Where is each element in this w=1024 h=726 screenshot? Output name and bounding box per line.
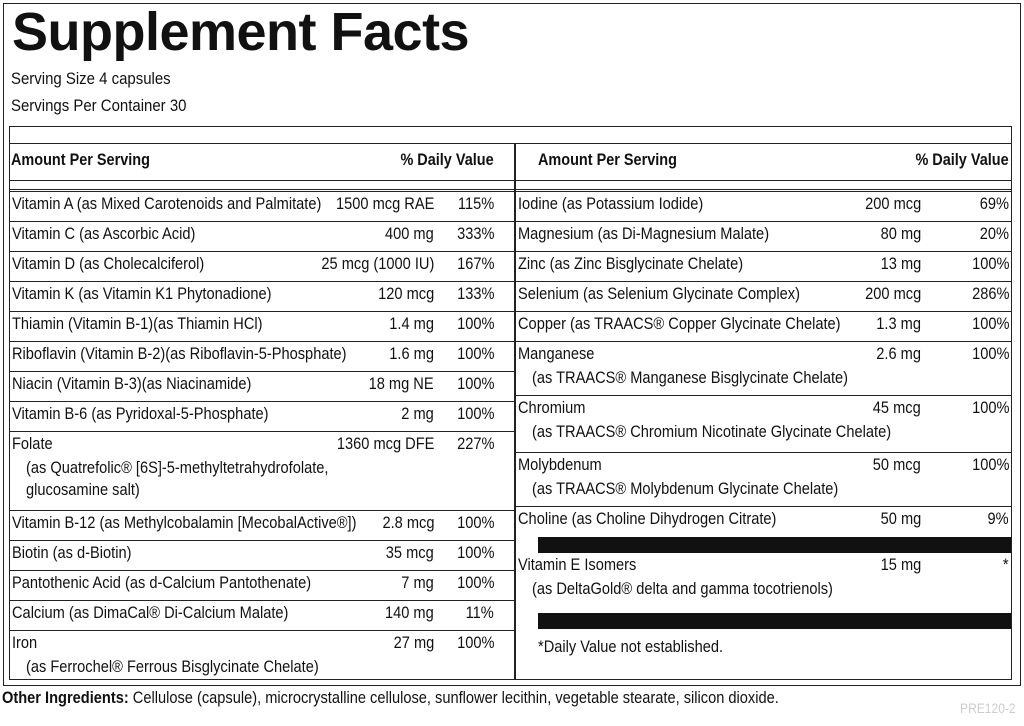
- left-dv-header: % Daily Value: [400, 150, 494, 169]
- nutrient-amount: 200 mcg: [864, 194, 921, 213]
- right-amount-header: Amount Per Serving: [538, 150, 677, 169]
- nutrient-source: (as TRAACS® Molybdenum Glycinate Chelate): [532, 479, 839, 498]
- nutrient-amount: 140 mg: [385, 603, 434, 622]
- nutrient-daily-value: 100%: [971, 314, 1009, 333]
- nutrient-name: Vitamin E Isomers: [518, 555, 637, 574]
- nutrient-row: [10, 401, 514, 431]
- nutrient-name: Iodine (as Potassium Iodide): [518, 194, 704, 213]
- nutrient-row: [516, 395, 1011, 452]
- nutrient-row: [10, 431, 514, 510]
- divider-bar: [538, 537, 1011, 553]
- nutrient-daily-value: 100%: [456, 314, 494, 333]
- nutrient-amount: 13 mg: [880, 254, 921, 273]
- nutrient-amount: 50 mcg: [873, 455, 921, 474]
- nutrient-daily-value: 115%: [457, 194, 494, 213]
- nutrient-amount: 80 mg: [880, 224, 921, 243]
- nutrient-name: Vitamin K (as Vitamin K1 Phytonadione): [12, 284, 272, 303]
- nutrient-amount: 2 mg: [401, 404, 434, 423]
- panel-title: Supplement Facts: [12, 2, 470, 62]
- nutrient-name: Chromium: [518, 398, 586, 417]
- nutrient-daily-value: 100%: [456, 344, 494, 363]
- nutrient-source: (as Ferrochel® Ferrous Bisglycinate Chelate): [26, 657, 319, 676]
- nutrient-row: [516, 281, 1011, 311]
- nutrient-amount: 1.4 mg: [389, 314, 434, 333]
- nutrient-name: Vitamin B-6 (as Pyridoxal-5-Phosphate): [12, 404, 269, 423]
- nutrient-daily-value: 100%: [456, 374, 494, 393]
- nutrient-row: [516, 553, 1011, 613]
- nutrient-amount: 18 mg NE: [368, 374, 434, 393]
- nutrient-name: Vitamin C (as Ascorbic Acid): [12, 224, 196, 243]
- nutrient-daily-value: 100%: [456, 513, 494, 532]
- nutrient-amount: 45 mcg: [873, 398, 921, 417]
- nutrient-daily-value: 20%: [979, 224, 1009, 243]
- nutrient-name: Vitamin A (as Mixed Carotenoids and Palmitate): [12, 194, 322, 213]
- nutrient-daily-value: 100%: [456, 573, 494, 592]
- nutrient-amount: 7 mg: [401, 573, 434, 592]
- nutrient-amount: 120 mcg: [377, 284, 434, 303]
- nutrient-name: Pantothenic Acid (as d-Calcium Pantothenate): [12, 573, 312, 592]
- nutrient-daily-value: 100%: [971, 344, 1009, 363]
- top-divider-bar: [9, 126, 1012, 144]
- nutrient-daily-value: 100%: [971, 455, 1009, 474]
- nutrient-name: Selenium (as Selenium Glycinate Complex): [518, 284, 800, 303]
- nutrient-row: [10, 191, 514, 221]
- nutrient-name: Choline (as Choline Dihydrogen Citrate): [518, 509, 777, 528]
- nutrient-name: Riboflavin (Vitamin B-2)(as Riboflavin-5-Phosphate): [12, 344, 347, 363]
- divider-bar: [538, 613, 1011, 629]
- nutrient-daily-value: *: [1003, 555, 1009, 574]
- nutrient-daily-value: 100%: [971, 254, 1009, 273]
- nutrient-row: [10, 570, 514, 600]
- left-amount-header: Amount Per Serving: [11, 150, 150, 169]
- nutrient-daily-value: 11%: [465, 603, 494, 622]
- nutrient-amount: 50 mg: [880, 509, 921, 528]
- nutrient-daily-value: 100%: [456, 543, 494, 562]
- nutrient-name: Calcium (as DimaCal® Di-Calcium Malate): [12, 603, 289, 622]
- nutrient-amount: 200 mcg: [864, 284, 921, 303]
- nutrient-source: (as DeltaGold® delta and gamma tocotrienols): [532, 579, 833, 598]
- nutrient-daily-value: 133%: [456, 284, 494, 303]
- nutrient-source: (as Quatrefolic® [6S]-5-methyltetrahydrofolate,: [26, 458, 329, 477]
- daily-value-footnote: *Daily Value not established.: [538, 637, 724, 656]
- nutrient-name: Thiamin (Vitamin B-1)(as Thiamin HCl): [12, 314, 263, 333]
- other-ingredients-label: Other Ingredients:: [2, 688, 129, 707]
- nutrient-amount: 1500 mcg RAE: [335, 194, 434, 213]
- nutrient-row: [10, 600, 514, 630]
- nutrient-name: Molybdenum: [518, 455, 602, 474]
- nutrient-row: [10, 281, 514, 311]
- nutrient-row: [10, 630, 514, 680]
- nutrient-amount: 27 mg: [393, 633, 434, 652]
- nutrient-name: Vitamin D (as Cholecalciferol): [12, 254, 205, 273]
- nutrient-amount: 2.8 mcg: [381, 513, 434, 532]
- nutrient-amount: 1.3 mg: [876, 314, 921, 333]
- nutrient-row: [516, 506, 1011, 536]
- nutrient-source: (as TRAACS® Manganese Bisglycinate Chelate): [532, 368, 849, 387]
- nutrient-row: [10, 221, 514, 251]
- right-header-bar: [515, 180, 1012, 190]
- nutrient-daily-value: 9%: [987, 509, 1009, 528]
- nutrient-row: [516, 311, 1011, 341]
- product-code: PRE120-2: [960, 700, 1016, 716]
- nutrient-name: Biotin (as d-Biotin): [12, 543, 132, 562]
- nutrient-amount: 15 mg: [880, 555, 921, 574]
- nutrient-name: Folate: [12, 434, 53, 453]
- servings-per-container: Servings Per Container 30: [11, 96, 187, 115]
- right-dv-header: % Daily Value: [915, 150, 1009, 169]
- nutrient-name: Manganese: [518, 344, 595, 363]
- serving-size: Serving Size 4 capsules: [11, 69, 171, 88]
- nutrient-name: Iron: [12, 633, 38, 652]
- nutrient-source: (as TRAACS® Chromium Nicotinate Glycinate Chelate): [532, 422, 892, 441]
- nutrient-daily-value: 286%: [971, 284, 1009, 303]
- nutrient-row: [10, 510, 514, 540]
- nutrient-daily-value: 100%: [456, 633, 494, 652]
- nutrient-row: [516, 221, 1011, 251]
- nutrient-amount: 35 mcg: [386, 543, 434, 562]
- nutrient-row: [516, 251, 1011, 281]
- nutrient-amount: 25 mcg (1000 IU): [321, 254, 434, 273]
- nutrient-row: [516, 191, 1011, 221]
- nutrient-daily-value: 100%: [971, 398, 1009, 417]
- nutrient-name: Magnesium (as Di-Magnesium Malate): [518, 224, 770, 243]
- left-column: [9, 144, 515, 680]
- other-ingredients: [2, 686, 779, 710]
- nutrient-amount: 2.6 mg: [876, 344, 921, 363]
- nutrient-name: Zinc (as Zinc Bisglycinate Chelate): [518, 254, 744, 273]
- nutrient-daily-value: 69%: [979, 194, 1009, 213]
- nutrient-amount: 1.6 mg: [389, 344, 434, 363]
- nutrient-daily-value: 333%: [456, 224, 494, 243]
- nutrient-name: Copper (as TRAACS® Copper Glycinate Chelate): [518, 314, 841, 333]
- nutrient-row: [10, 251, 514, 281]
- nutrient-row: [10, 371, 514, 401]
- nutrient-name: Vitamin B-12 (as Methylcobalamin [MecobalActive®]): [12, 513, 357, 532]
- nutrient-row: [516, 452, 1011, 506]
- nutrient-daily-value: 100%: [456, 404, 494, 423]
- nutrient-row: [10, 311, 514, 341]
- nutrient-name: Niacin (Vitamin B-3)(as Niacinamide): [12, 374, 252, 393]
- nutrient-daily-value: 167%: [456, 254, 494, 273]
- nutrient-row: [10, 341, 514, 371]
- other-ingredients-text: Cellulose (capsule), microcrystalline cellulose, sunflower lecithin, vegetable stearate, silicon dioxide.: [128, 688, 779, 707]
- nutrient-row: [10, 540, 514, 570]
- nutrient-source-cont: glucosamine salt): [26, 480, 140, 499]
- nutrient-amount: 1360 mcg DFE: [336, 434, 434, 453]
- nutrient-amount: 400 mg: [385, 224, 434, 243]
- left-header-bar: [9, 180, 515, 190]
- nutrient-row: [516, 341, 1011, 395]
- right-column: [515, 144, 1012, 680]
- nutrient-daily-value: 227%: [456, 434, 494, 453]
